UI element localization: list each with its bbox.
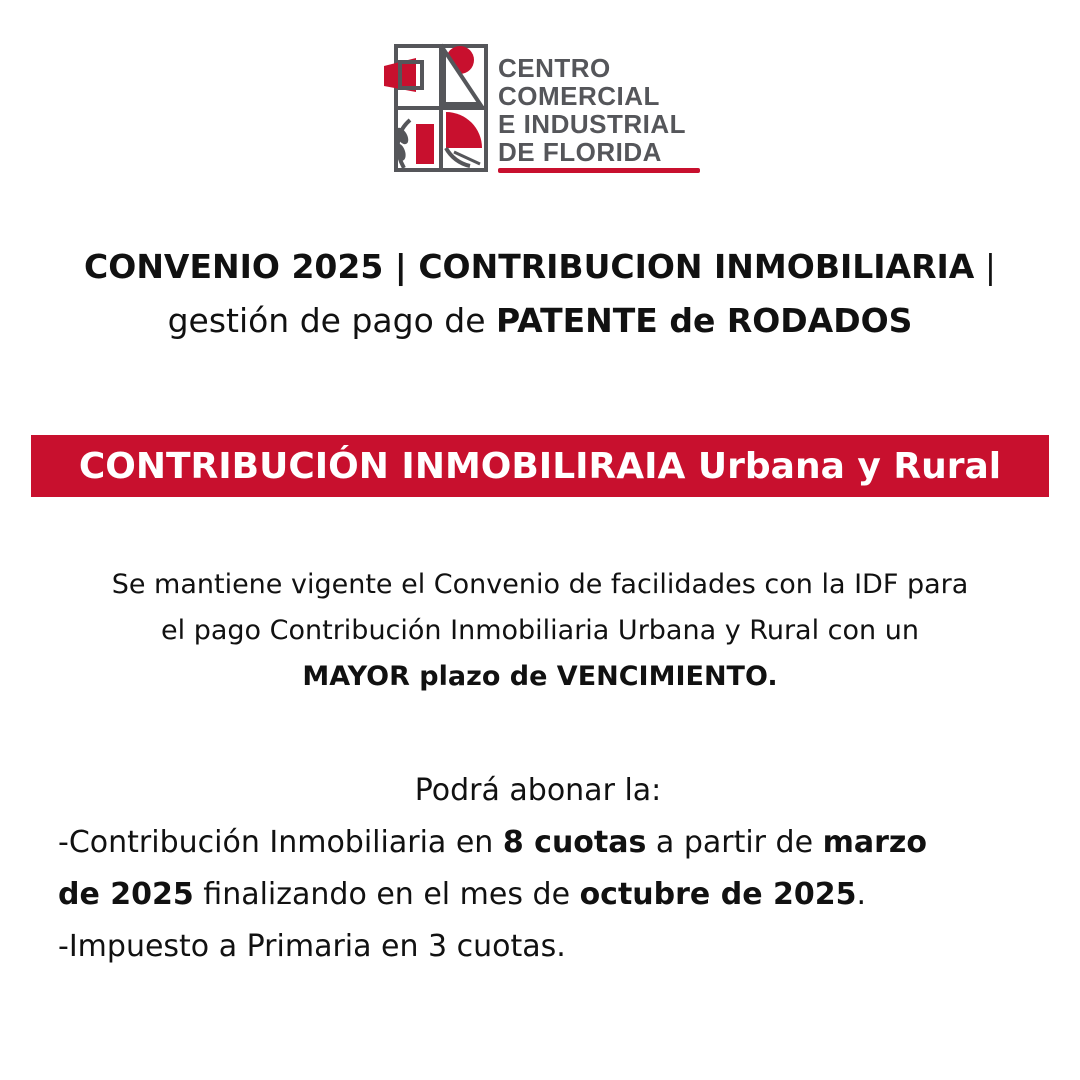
details-item-1-line-2 <box>58 869 1048 921</box>
logo-line: CENTRO <box>498 53 611 83</box>
paragraph-line: Se mantiene vigente el Convenio de facilidades con la IDF para <box>111 569 969 600</box>
banner-title: CONTRIBUCIÓN INMOBILIRAIA Urbana y Rural <box>78 445 1002 487</box>
start-year: de 2025 <box>58 877 194 912</box>
logo-line: DE FLORIDA <box>498 137 662 167</box>
payment-details <box>58 765 1048 973</box>
end-date: octubre de 2025 <box>579 877 857 912</box>
page-headline <box>0 240 1080 348</box>
logo-emblem-icon <box>380 40 492 176</box>
details-item-2: -Impuesto a Primaria en 3 cuotas. <box>58 929 566 964</box>
logo-underline <box>498 168 700 173</box>
logo-line: COMERCIAL <box>498 81 660 111</box>
organization-logo <box>380 40 710 180</box>
logo-line: E INDUSTRIAL <box>498 109 686 139</box>
text-span: finalizando en el mes de <box>193 877 580 912</box>
headline-bold-suffix: PATENTE de RODADOS <box>495 301 913 340</box>
details-intro: Podrá abonar la: <box>414 773 662 808</box>
paragraph-line: el pago Contribución Inmobiliaria Urbana y Rural con un <box>161 615 919 646</box>
intro-paragraph <box>30 562 1050 700</box>
headline-line-2 <box>0 294 1080 348</box>
headline-bold-text: CONVENIO 2025 | CONTRIBUCION INMOBILIARIA <box>84 247 975 286</box>
text-span: . <box>856 877 867 912</box>
headline-separator: | <box>974 247 996 286</box>
installments-count: 8 cuotas <box>502 825 647 860</box>
details-item-1-line-1 <box>58 817 1048 869</box>
start-month: marzo <box>822 825 927 860</box>
text-span: -Contribución Inmobiliaria en <box>58 825 503 860</box>
headline-normal-text: gestión de pago de <box>167 301 496 340</box>
text-span: a partir de <box>646 825 823 860</box>
section-banner <box>31 435 1049 497</box>
paragraph-emphasis: MAYOR plazo de VENCIMIENTO. <box>302 661 778 692</box>
headline-line-1 <box>0 240 1080 294</box>
logo-wordmark <box>498 54 686 166</box>
